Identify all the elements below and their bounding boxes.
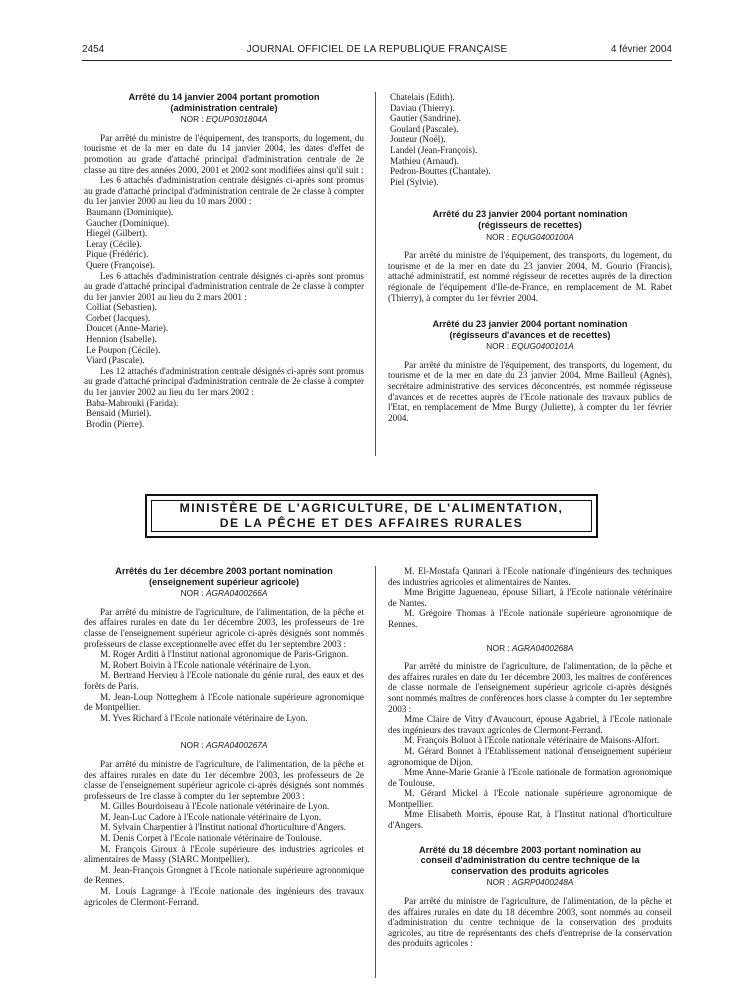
list-item: M. François Bolnot à l'Ecole nationale vétérinaire de Maisons-Alfort. — [404, 735, 660, 746]
article-subtitle: (régisseurs d'avances et de recettes) — [449, 329, 611, 340]
list-item: Doucet (Anne-Marie). — [86, 323, 169, 334]
paragraph: Par arrêté du ministre de l'agriculture, de l'alimentation, de la pêche et des affaires rurales en date du 1er décembre 2003, les professeurs de 1re classe de l'enseignement supérieur agricole ci-après désignés sont nommés professeurs de classe exceptionnelle avec effet du 1er septembre 2003 : — [84, 606, 364, 649]
list-item: M. Robert Boivin à l'Ecole nationale vétérinaire de Lyon. — [100, 659, 311, 670]
article-title-line2: conseil d'administration du centre technique de la — [420, 855, 640, 866]
paragraph: Par arrêté du ministre de l'agriculture, de l'alimentation, de la pêche et des affaires rurales en date du 1er décembre 2003, les maîtres de conférences de classe normale de l'enseignement supérieur agricole ci-après désignés sont nommés maîtres de conférences hors classe à compter du 1er septembre 2003 : — [388, 661, 672, 714]
paragraph: Les 12 attachés d'administration centrale désignés ci-après sont promus au grade d'attaché principal d'administration centrale de 2e classe à compter du 1er janvier 2002 au lieu du 1er mars 2002 : — [84, 365, 364, 398]
nor-reference: NOR : AGRA0400267A — [180, 740, 268, 751]
list-item: Mathieu (Arnaud). — [390, 155, 459, 166]
list-item: Jouteur (Noël). — [390, 134, 446, 145]
list-item: Corbet (Jacques). — [86, 312, 151, 323]
list-item: M. El-Mostafa Qannari à l'Ecole nationale d'ingénieurs des techniques des industries agricoles et alimentaires de Nantes. — [388, 566, 672, 587]
paragraph: Par arrêté du ministre de l'équipement, des transports, du logement, du tourisme et de la mer en date du 23 janvier 2004, Mme Bailleul (Agnès), secrétaire administrative des services déconcentrés, est nommée régisseuse d'avances et de recettes auprès de l'Ecole nationale des travaux publics de l'Etat, en remplacement de Mme Burgy (Juliette), à compter du 1er février 2004. — [388, 359, 672, 423]
list-item: Le Poupon (Cécile). — [86, 344, 161, 355]
top-right-column — [388, 92, 672, 423]
page-header — [82, 44, 672, 60]
list-item: Colliat (Sebastien). — [86, 302, 157, 313]
list-item: Gautier (Sandrine). — [390, 113, 461, 124]
list-item: M. Denis Corpet à l'Ecole nationale vétérinaire de Toulouse. — [100, 833, 322, 844]
list-item: Landel (Jean-François). — [390, 144, 478, 155]
article-title: Arrêté du 23 janvier 2004 portant nomination — [432, 319, 628, 330]
list-item: M. Jean-François Grongnet à l'Ecole nationale supérieure agronomique de Rennes. — [84, 864, 364, 886]
list-item: M. Gilles Bourdoiseau à l'Ecole nationale vétérinaire de Lyon. — [100, 801, 330, 812]
list-item: Brodin (Pierre). — [86, 418, 145, 429]
article-title: Arrêtés du 1er décembre 2003 portant nomination — [115, 566, 333, 576]
list-item: Daviau (Thierry). — [390, 102, 455, 113]
paragraph: Les 6 attachés d'administration centrale désignés ci-après sont promus au grade d'attaché principal d'administration centrale de 2e classe à compter du 1er janvier 2000 au lieu du 10 mars 2000 : — [84, 175, 364, 207]
list-item: Bensaid (Muriel). — [86, 408, 152, 419]
article-title: Arrêté du 14 janvier 2004 portant promotion — [128, 92, 320, 102]
nor-reference: NOR : EQUP0301804A — [180, 114, 268, 125]
list-item: Mme Claire de Vitry d'Avaucourt, épouse Agabriel, à l'Ecole nationale des ingénieurs des travaux agricoles de Clermont-Ferrand. — [388, 714, 672, 735]
list-item: M. Yves Richard à l'Ecole nationale vétérinaire de Lyon. — [100, 712, 308, 723]
list-item: Quere (Françoise). — [86, 259, 155, 270]
list-item: Hiegel (Gilbert). — [86, 228, 148, 239]
list-item: Gaucher (Dominique). — [86, 217, 170, 228]
list-item: M. Bertrand Hervieu à l'Ecole nationale du génie rural, des eaux et des forêts de Paris. — [84, 670, 364, 691]
list-item: M. Grégoire Thomas à l'Ecole nationale supérieure agronomique de Rennes. — [388, 608, 672, 629]
list-item: Pique (Frédéric). — [86, 249, 149, 260]
column-divider-top — [375, 92, 376, 456]
list-item: Goulard (Pascale). — [390, 123, 459, 134]
nor-reference: NOR : AGRA0400268A — [486, 642, 574, 653]
paragraph: Par arrêté du ministre de l'équipement, des transports, du logement, du tourisme et de la mer en date du 23 janvier 2004, M. Gourio (Francis), attaché administratif, est nommé régisseur de recettes auprès de la direction régionale de l'équipement d'Ile-de-France, en remplacement de M. Rabet (Thierry), à compter du 1er février 2004. — [388, 250, 672, 303]
list-item: Baba-Mabrouki (Farida). — [86, 397, 179, 408]
nor-reference: NOR : AGRP0400248A — [486, 877, 574, 888]
list-item: M. Louis Lagrange à l'Ecole nationale des ingénieurs des travaux agricoles de Clermont-Ferrand. — [84, 886, 364, 907]
list-item: M. Sylvain Charpentier à l'Institut national d'horticulture d'Angers. — [100, 822, 347, 833]
list-item: Viard (Pascale). — [86, 355, 145, 366]
bottom-right-column — [388, 566, 672, 949]
list-item: M. Jean-Luc Cadore à l'Ecole nationale vétérinaire de Lyon. — [100, 811, 322, 822]
article-subtitle: (régisseurs de recettes) — [478, 219, 582, 230]
list-item: Piel (Sylvie). — [390, 176, 439, 187]
paragraph: Par arrêté du ministre de l'agriculture, de l'alimentation, de la pêche et des affaires rurales en date du 1er décembre 2003, les professeurs de 2e classe de l'enseignement supérieur agricole ci-après désignés sont nommés professeurs de 1re classe à compter du 1er septembre 2003 : — [84, 758, 364, 801]
list-item: Mme Anne-Marie Granie à l'Ecole nationale de formation agronomique de Toulouse. — [388, 767, 672, 788]
nor-reference: NOR : AGRA0400266A — [180, 588, 268, 599]
paragraph: Par arrêté du ministre de l'équipement, des transports, du logement, du tourisme et de la mer en date du 14 janvier 2004, les dates d'effet de promotion au grade d'attaché principal d'administration centrale de 2e classe au titre des années 2000, 2001 et 2002 sont modifiées ainsi qu'il suit : — [84, 132, 364, 175]
nor-reference: NOR : EQUG0400101A — [486, 341, 574, 352]
list-item: M. Roger Arditi à l'Institut national agronomique de Paris-Grignon. — [100, 649, 349, 660]
issue-date: 4 février 2004 — [610, 44, 672, 55]
ministry-banner — [145, 494, 598, 538]
article-subtitle: (administration centrale) — [170, 102, 278, 113]
paragraph: Les 6 attachés d'administration centrale désignés ci-après sont promus au grade d'attaché principal d'administration centrale de 2e classe à compter du 1er janvier 2001 au lieu du 2 mars 2001 : — [84, 270, 364, 302]
list-item: Leray (Cécile). — [86, 238, 142, 249]
bottom-left-column — [84, 566, 364, 907]
article-title: Arrêté du 23 janvier 2004 portant nomination — [432, 209, 628, 220]
list-item: Baumann (Dominique). — [86, 206, 174, 217]
nor-reference: NOR : EQUG0400100A — [486, 231, 574, 242]
list-item: M. Gérard Mickel à l'Ecole nationale supérieure agronomique de Montpellier. — [388, 788, 672, 809]
ministry-name: MINISTÈRE DE L'AGRICULTURE, DE L'ALIMENTATION, DE LA PÊCHE ET DES AFFAIRES RURALES — [179, 501, 564, 530]
column-divider-bottom — [375, 566, 376, 978]
list-item: M. Gérard Bonnet à l'Etablissement national d'enseignement supérieur agronomique de Dijon. — [388, 745, 672, 767]
list-item: Mme Brigitte Jagueneau, épouse Siliart, à l'Ecole nationale vétérinaire de Nantes. — [388, 587, 672, 608]
article-title: Arrêté du 18 décembre 2003 portant nomination au — [418, 844, 642, 855]
list-item: M. François Giroux à l'Ecole supérieure des industries agricoles et alimentaires de Massy (SIARC Montpellier). — [84, 843, 364, 865]
list-item: Chatelais (Edith). — [390, 92, 455, 102]
journal-title: JOURNAL OFFICIEL DE LA REPUBLIQUE FRANÇAISE — [246, 44, 508, 55]
article-title-line3: conservation des produits agricoles — [451, 865, 609, 876]
top-left-column — [84, 92, 364, 429]
list-item: M. Jean-Loup Notteghem à l'Ecole nationale supérieure agronomique de Montpellier. — [84, 691, 364, 713]
list-item: Mme Elisabeth Morris, épouse Rat, à l'Institut national d'horticulture d'Angers. — [388, 809, 672, 831]
header-rule — [82, 60, 672, 61]
article-subtitle: (enseignement supérieur agricole) — [148, 576, 300, 587]
list-item: Hennion (Isabelle). — [86, 334, 157, 345]
page-number: 2454 — [82, 44, 105, 55]
paragraph: Par arrêté du ministre de l'agriculture, de l'alimentation, de la pêche et des affaires rurales en date du 18 décembre 2003, sont nommés au conseil d'administration du centre technique de la conservation des produits agricoles, au titre de représentants des chefs d'entreprise de la conservation des produits agricoles : — [388, 896, 672, 949]
list-item: Pedron-Bouttes (Chantale). — [390, 166, 491, 177]
